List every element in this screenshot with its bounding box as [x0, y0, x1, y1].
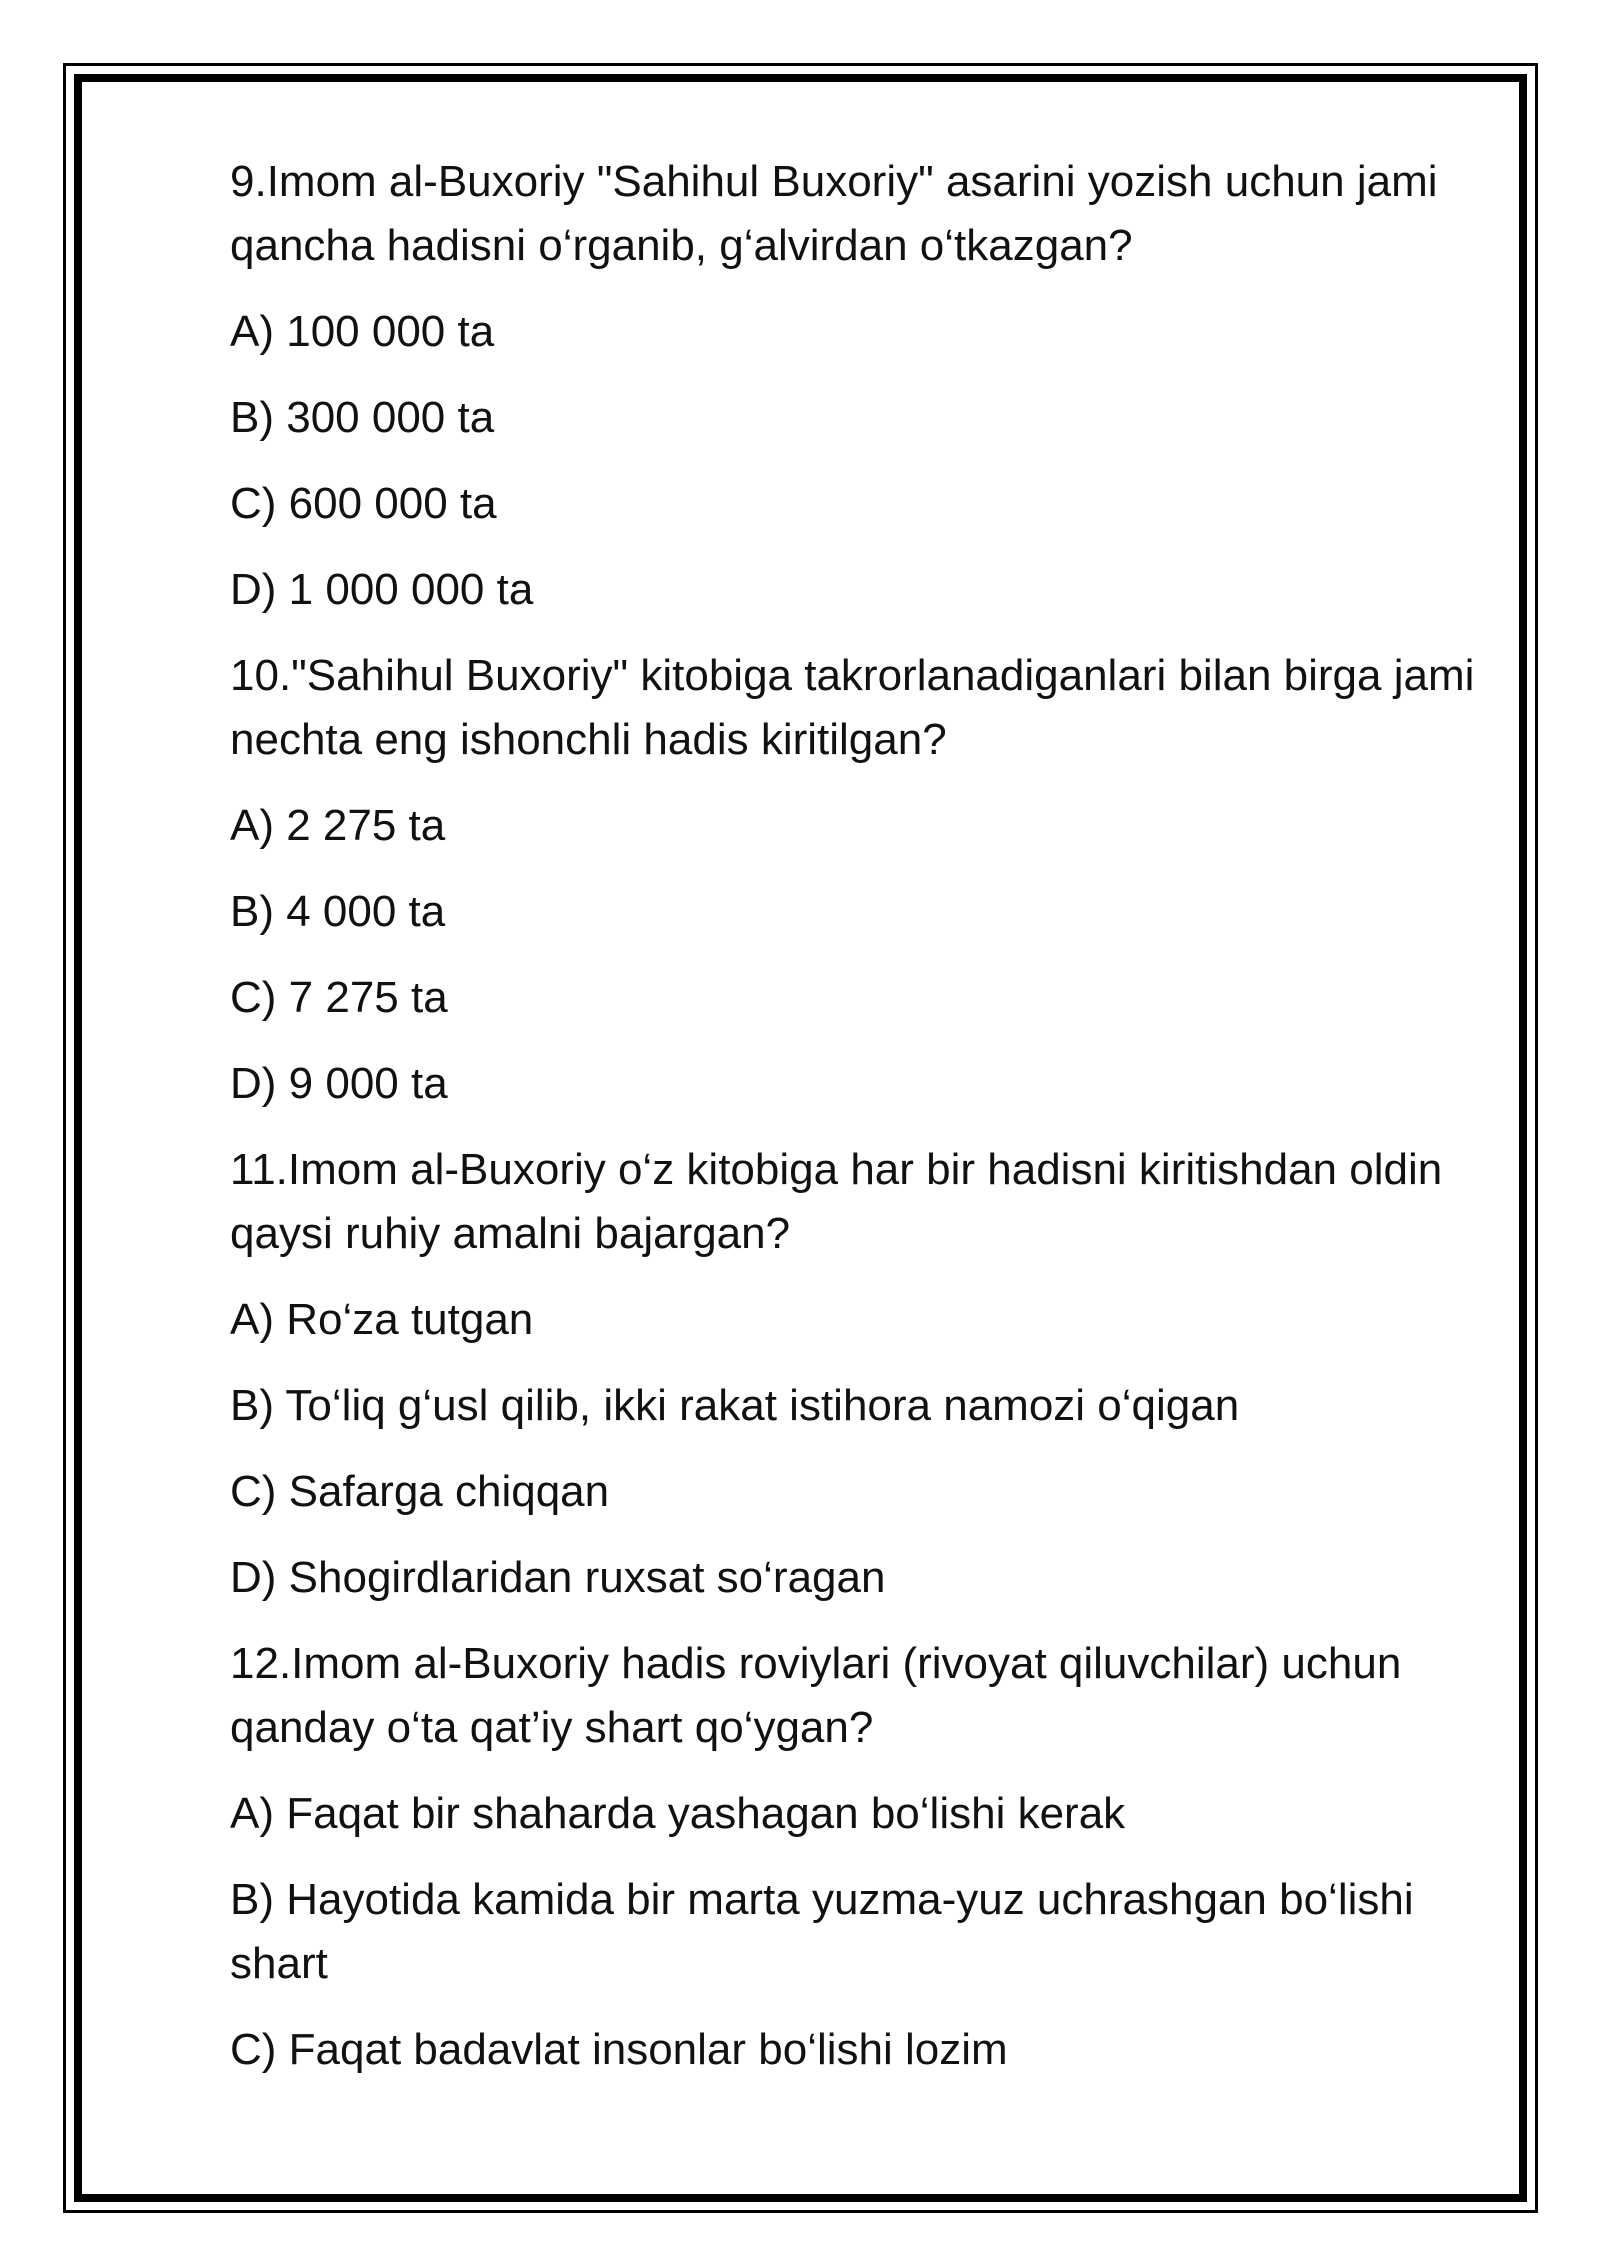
question-text: 12.Imom al-Buxoriy hadis roviylari (rivoyat qiluvchilar) uchun qanday o‘ta qat’iy shart qo‘ygan? — [230, 1639, 1402, 1752]
answer-option: D) 1 000 000 ta — [230, 565, 534, 614]
answer-option: C) 7 275 ta — [230, 973, 448, 1022]
answer-option: A) Ro‘za tutgan — [230, 1295, 534, 1344]
answer-option: D) Shogirdlaridan ruxsat so‘ragan — [230, 1553, 886, 1602]
answer-option: C) Faqat badavlat insonlar bo‘lishi lozim — [230, 2025, 1008, 2074]
answer-option: A) 2 275 ta — [230, 801, 446, 850]
quiz-content — [230, 150, 1490, 2104]
question-text: 9.Imom al-Buxoriy "Sahihul Buxoriy" asarini yozish uchun jami qancha hadisni o‘rganib, g‘alvirdan o‘tkazgan? — [230, 157, 1438, 270]
answer-option: C) Safarga chiqqan — [230, 1467, 610, 1516]
answer-option: B) Hayotida kamida bir marta yuzma-yuz uchrashgan bo‘lishi shart — [230, 1875, 1414, 1988]
answer-option: B) 4 000 ta — [230, 887, 446, 936]
question-text: 10."Sahihul Buxoriy" kitobiga takrorlanadiganlari bilan birga jami nechta eng ishonchli hadis kiritilgan? — [230, 651, 1475, 764]
answer-option: A) Faqat bir shaharda yashagan bo‘lishi kerak — [230, 1789, 1126, 1838]
answer-option: C) 600 000 ta — [230, 479, 497, 528]
answer-option: B) 300 000 ta — [230, 393, 495, 442]
question-text: 11.Imom al-Buxoriy o‘z kitobiga har bir hadisni kiritishdan oldin qaysi ruhiy amalni bajargan? — [230, 1145, 1443, 1258]
answer-option: B) To‘liq g‘usl qilib, ikki rakat istihora namozi o‘qigan — [230, 1381, 1240, 1430]
answer-option: A) 100 000 ta — [230, 307, 495, 356]
answer-option: D) 9 000 ta — [230, 1059, 448, 1108]
